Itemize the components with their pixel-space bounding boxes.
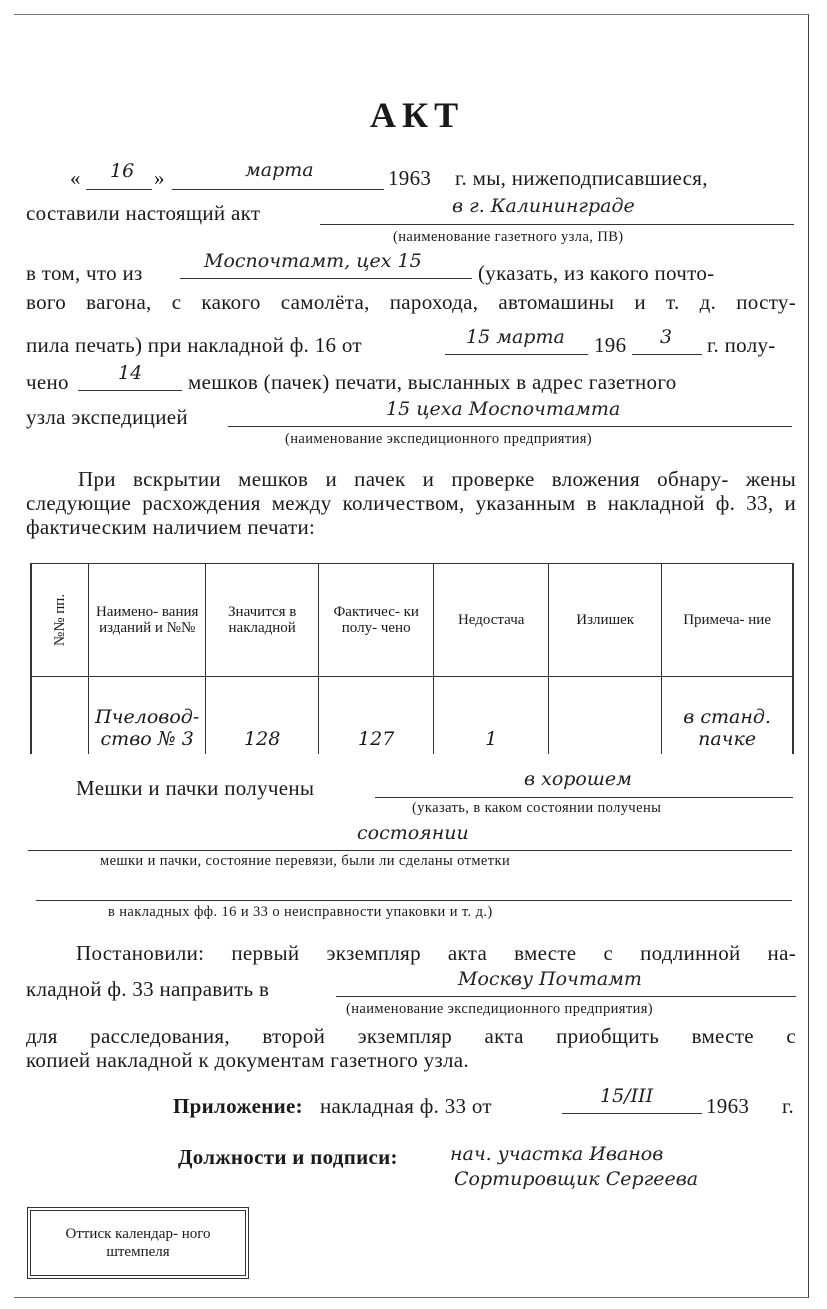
discrepancy-table [30, 563, 794, 754]
stamp-text: Оттиск календар- ного штемпеля [65, 1226, 211, 1260]
cell-note[interactable]: в станд. пачке [662, 677, 793, 755]
origin-line4-prefix: чено [26, 370, 69, 394]
cell-num [31, 677, 89, 755]
expedition-underline [228, 426, 792, 427]
invoice-year-digit[interactable]: 3 [660, 326, 673, 348]
condition-caption2: мешки и пачки, состояние перевязи, были ли сделаны отметки [100, 853, 511, 869]
signature-line2[interactable]: Сортировщик Сергеева [454, 1168, 699, 1190]
attachment-text: накладная ф. 33 от [320, 1094, 492, 1118]
origin-field[interactable]: Моспочтамт, цех 15 [204, 250, 422, 272]
header-shortage: Недостача [434, 564, 549, 677]
condition-underline3 [36, 900, 792, 901]
signatures-label: Должности и подписи: [178, 1145, 398, 1169]
origin-line2: вого вагона, с какого самолёта, парохода, автомашины и т. д. посту- [26, 290, 796, 314]
bags-count-field[interactable]: 14 [118, 362, 143, 384]
destination-caption: (наименование экспедиционного предприятия) [346, 1001, 654, 1017]
origin-prefix: в том, что из [26, 261, 143, 285]
calendar-stamp-box [30, 1210, 246, 1276]
cell-invoice[interactable]: 128 [206, 677, 319, 755]
intro-line1-suffix: г. мы, нижеподписавшиеся, [455, 166, 708, 190]
month-field[interactable]: марта [245, 159, 314, 181]
table-row [31, 677, 793, 755]
expedition-caption: (наименование экспедиционного предприятия) [285, 431, 593, 447]
invoice-date-underline [445, 354, 588, 355]
document-title: АКТ [370, 95, 465, 135]
header-note: Примеча- ние [662, 564, 793, 677]
month-underline [172, 189, 384, 190]
decision-line4: копией накладной к документам газетного узла. [26, 1048, 469, 1072]
origin-suffix: (указать, из какого почто- [478, 261, 715, 285]
origin-underline [180, 278, 472, 279]
bags-count-underline [78, 390, 182, 391]
origin-line3-prefix: пила печать) при накладной ф. 16 от [26, 333, 362, 357]
attachment-suffix: г. [782, 1094, 795, 1118]
destination-underline [336, 996, 796, 997]
header-name: Наимено- вания изданий и №№ [89, 564, 206, 677]
condition-underline2 [28, 850, 792, 851]
place-caption: (наименование газетного узла, ПВ) [393, 229, 624, 245]
intro-line2-prefix: составили настоящий акт [26, 201, 261, 225]
header-invoice: Значится в накладной [206, 564, 319, 677]
cell-name[interactable]: Пчеловод- ство № 3 [89, 677, 206, 755]
destination-field[interactable]: Москву Почтамт [458, 968, 642, 990]
cell-shortage[interactable]: 1 [434, 677, 549, 755]
cell-surplus[interactable] [549, 677, 662, 755]
cell-received[interactable]: 127 [319, 677, 434, 755]
origin-line5-prefix: узла экспедицией [26, 405, 188, 429]
discrepancy-paragraph: При вскрытии мешков и пачек и проверке вложения обнару- жены следующие расхождения между количеством, указанным в накладной ф. 33, и фактическим наличием печати: [26, 467, 796, 539]
origin-line4-suffix: мешков (пачек) печати, высланных в адрес газетного [188, 370, 677, 394]
invoice-date-field[interactable]: 15 марта [466, 326, 565, 348]
condition-prefix: Мешки и пачки получены [76, 776, 315, 800]
place-field[interactable]: в г. Калининграде [452, 195, 635, 217]
decision-line2-prefix: кладной ф. 33 направить в [26, 977, 270, 1001]
condition-field[interactable]: в хорошем [524, 768, 632, 790]
invoice-year-underline [632, 354, 702, 355]
invoice-year-prefix: 196 [594, 333, 627, 357]
attachment-date-underline [562, 1113, 702, 1114]
day-underline [86, 189, 152, 190]
header-num: №№ пп. [31, 564, 89, 677]
condition-underline [375, 797, 793, 798]
attachment-year: 1963 [706, 1094, 750, 1118]
condition-field2[interactable]: состоянии [357, 822, 469, 844]
year-value: 1963 [388, 166, 432, 190]
decision-line1: Постановили: первый экземпляр акта вместе с подлинной на- [76, 941, 796, 965]
quote-close: » [154, 166, 165, 190]
place-underline [320, 224, 794, 225]
header-received: Фактичес- ки полу- чено [319, 564, 434, 677]
day-field[interactable]: 16 [110, 160, 135, 182]
condition-caption1: (указать, в каком состоянии получены [412, 800, 662, 816]
table-header-row [31, 564, 793, 677]
signature-line1[interactable]: нач. участка Иванов [450, 1143, 664, 1165]
attachment-label: Приложение: [173, 1094, 303, 1118]
expedition-field[interactable]: 15 цеха Моспочтамта [386, 398, 621, 420]
header-surplus: Излишек [549, 564, 662, 677]
condition-caption3: в накладных фф. 16 и 33 о неисправности упаковки и т. д.) [108, 904, 493, 920]
decision-line3: для расследования, второй экземпляр акта приобщить вместе с [26, 1024, 796, 1048]
attachment-date-field[interactable]: 15/III [600, 1085, 654, 1107]
invoice-year-suffix: г. полу- [707, 333, 776, 357]
quote-open: « [70, 166, 81, 190]
